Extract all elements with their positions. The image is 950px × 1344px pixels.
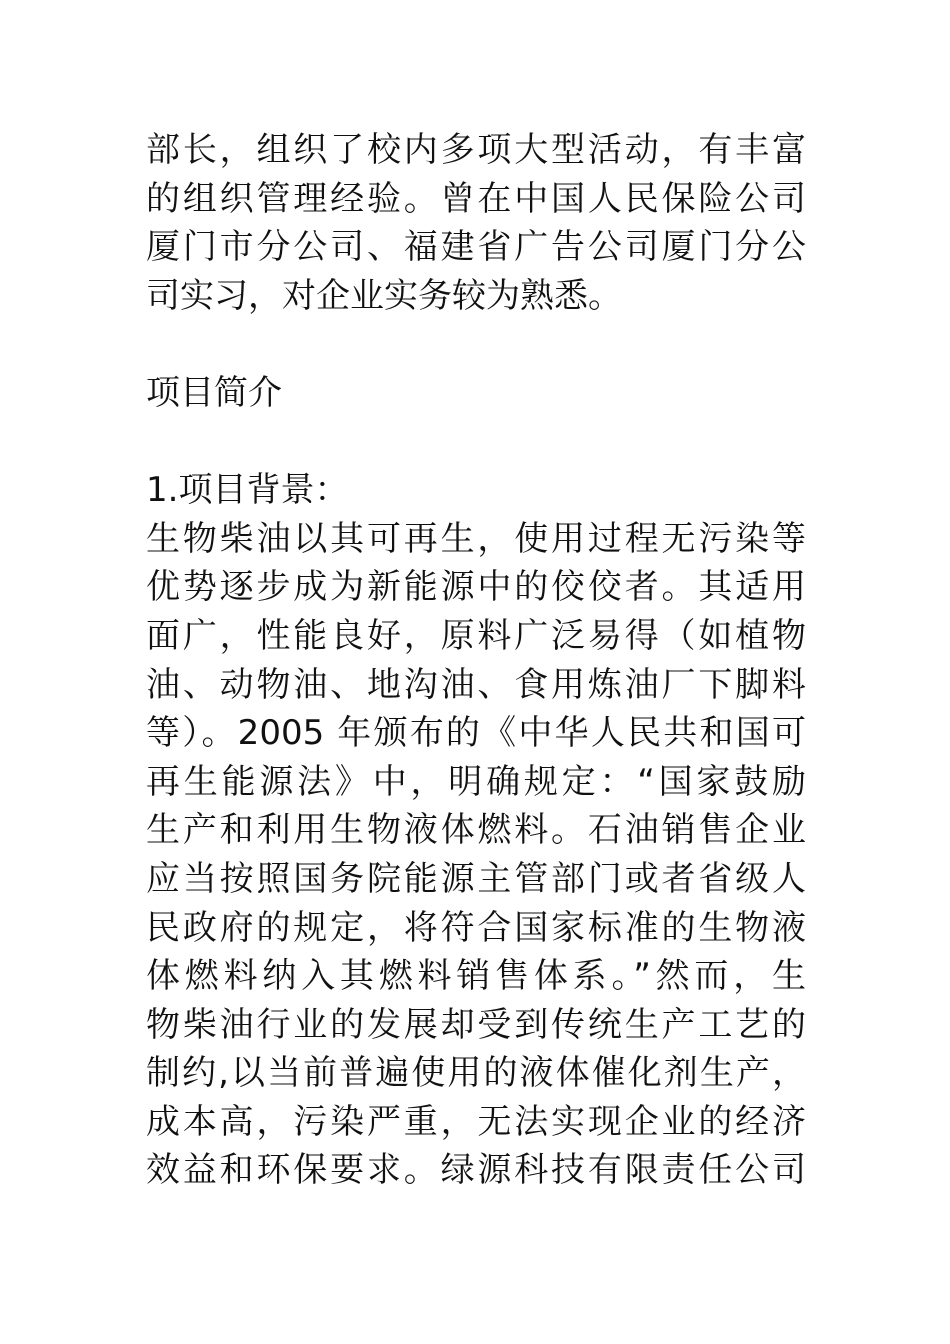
- text-line: 民政府的规定，将符合国家标准的生物液: [146, 907, 806, 948]
- text-line: 物柴油行业的发展却受到传统生产工艺的: [146, 1004, 806, 1045]
- text-line: 制约,以当前普遍使用的液体催化剂生产，: [146, 1053, 806, 1094]
- background-paragraph: [146, 515, 806, 1195]
- text-line: 生物柴油以其可再生，使用过程无污染等: [146, 518, 806, 559]
- text-line: 成本高，污染严重，无法实现企业的经济: [146, 1101, 806, 1142]
- text-line: 再生能源法》中，明确规定：“国家鼓励: [146, 761, 806, 802]
- text-line: 厦门市分公司、福建省广告公司厦门分公: [146, 227, 806, 268]
- text-line: 体燃料纳入其燃料销售体系。”然而，生: [146, 956, 806, 997]
- text-line: 油、动物油、地沟油、食用炼油厂下脚料: [146, 664, 806, 705]
- text-line: 优势逐步成为新能源中的佼佼者。其适用: [146, 567, 806, 608]
- text-line: 的组织管理经验。曾在中国人民保险公司: [146, 178, 806, 219]
- text-line: 面广，性能良好，原料广泛易得（如植物: [146, 615, 806, 656]
- text-line: 生产和利用生物液体燃料。石油销售企业: [146, 810, 806, 851]
- intro-paragraph: [146, 126, 806, 320]
- document-body: [146, 126, 806, 1195]
- paragraph-gap: [146, 418, 806, 467]
- text-line: 部长，组织了校内多项大型活动，有丰富: [146, 130, 806, 170]
- section-heading: 项目简介: [146, 372, 282, 413]
- text-line: 效益和环保要求。绿源科技有限责任公司: [146, 1150, 806, 1191]
- paragraph-gap: [146, 320, 806, 369]
- text-line: 应当按照国务院能源主管部门或者省级人: [146, 858, 806, 899]
- text-line: 司实习，对企业实务较为熟悉。: [146, 275, 622, 316]
- text-line: 等）。2005 年颁布的《中华人民共和国可: [146, 713, 806, 754]
- subsection-heading: 1.项目背景：: [146, 470, 349, 511]
